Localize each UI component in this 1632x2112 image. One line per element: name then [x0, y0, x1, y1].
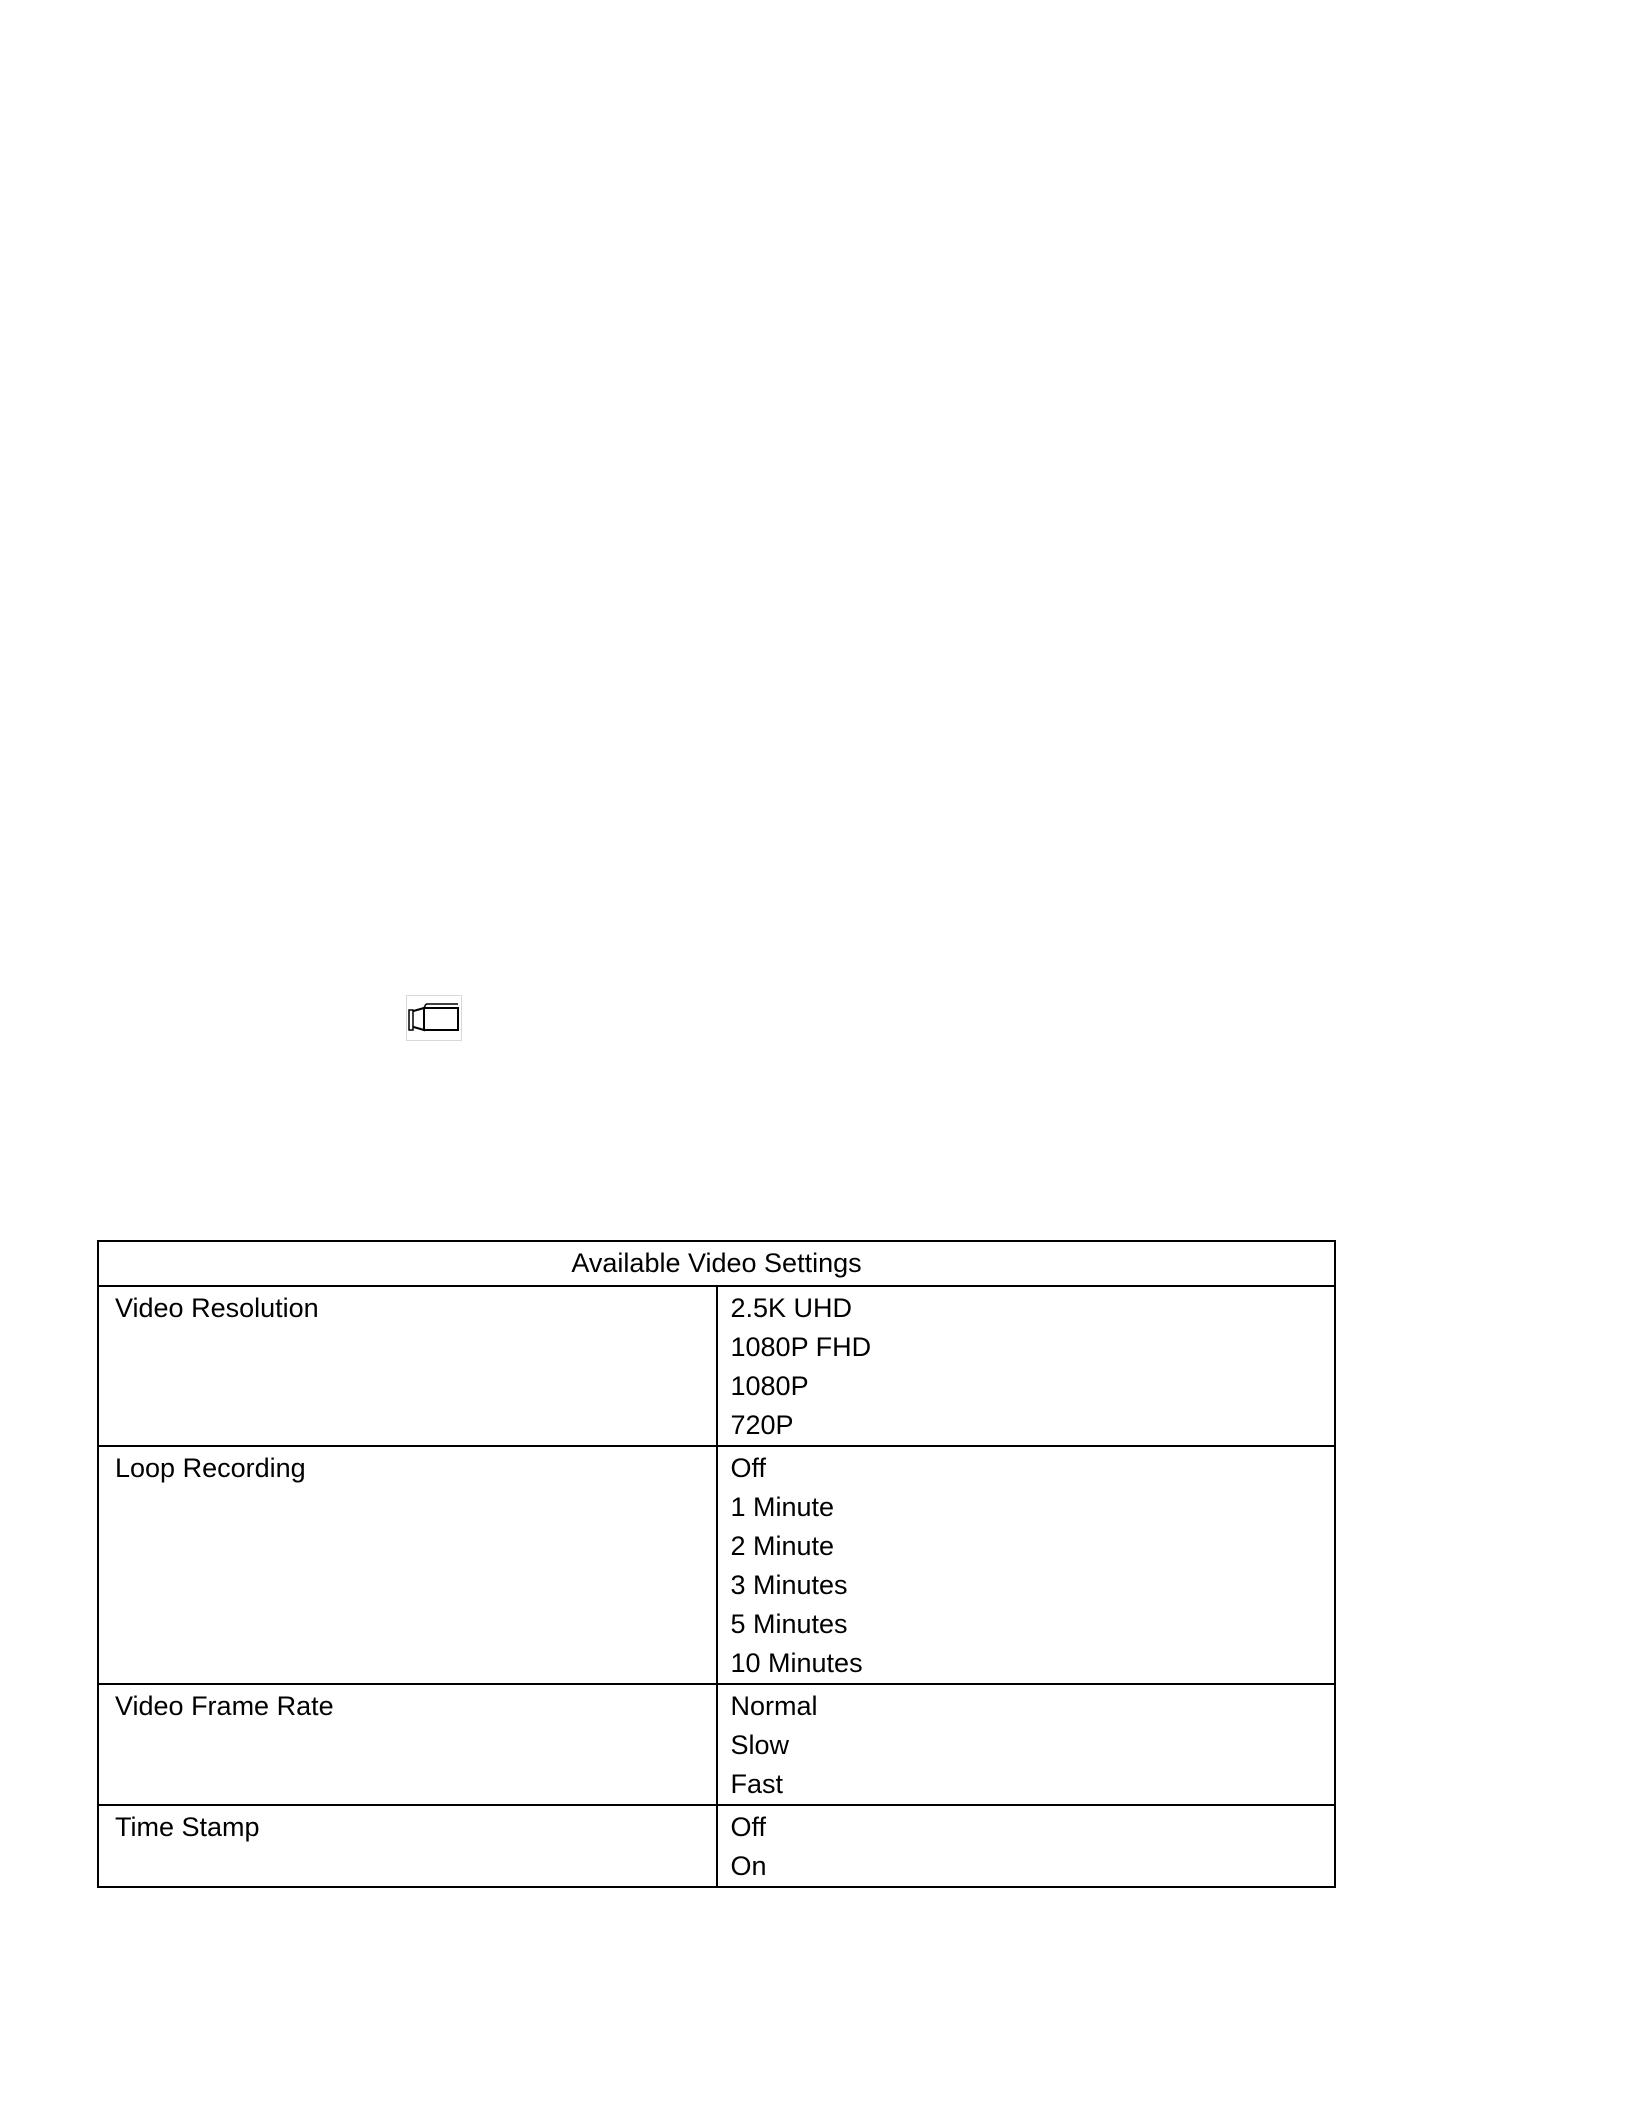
setting-options: [717, 1286, 1336, 1446]
table-row: [98, 1684, 1335, 1805]
table-row: [98, 1286, 1335, 1446]
option-value: Off: [730, 1812, 767, 1842]
option-value: 720P: [730, 1410, 794, 1440]
table-row: [98, 1805, 1335, 1887]
setting-options: [717, 1446, 1336, 1684]
video-camera-icon: [406, 995, 462, 1041]
setting-name: Time Stamp: [98, 1805, 717, 1887]
option-value: 1 Minute: [730, 1492, 835, 1522]
setting-name: Loop Recording: [98, 1446, 717, 1684]
setting-name: Video Resolution: [98, 1286, 717, 1446]
option-value: Slow: [730, 1730, 790, 1760]
option-value: 3 Minutes: [730, 1570, 848, 1600]
setting-name: Video Frame Rate: [98, 1684, 717, 1805]
option-value: 10 Minutes: [730, 1648, 863, 1678]
option-value: 2 Minute: [730, 1531, 835, 1561]
option-value: Normal: [730, 1691, 818, 1721]
option-value: Fast: [730, 1769, 784, 1799]
option-value: 1080P: [730, 1371, 809, 1401]
setting-options: [717, 1805, 1336, 1887]
option-value: 5 Minutes: [730, 1609, 848, 1639]
table-header-row: [98, 1241, 1335, 1286]
option-value: On: [730, 1851, 767, 1881]
setting-options: [717, 1684, 1336, 1805]
option-value: 1080P FHD: [730, 1332, 872, 1362]
table-row: [98, 1446, 1335, 1684]
table-title: Available Video Settings: [98, 1241, 1335, 1286]
option-value: 2.5K UHD: [730, 1293, 853, 1323]
option-value: Off: [730, 1453, 767, 1483]
video-settings-table: [97, 1240, 1336, 1888]
